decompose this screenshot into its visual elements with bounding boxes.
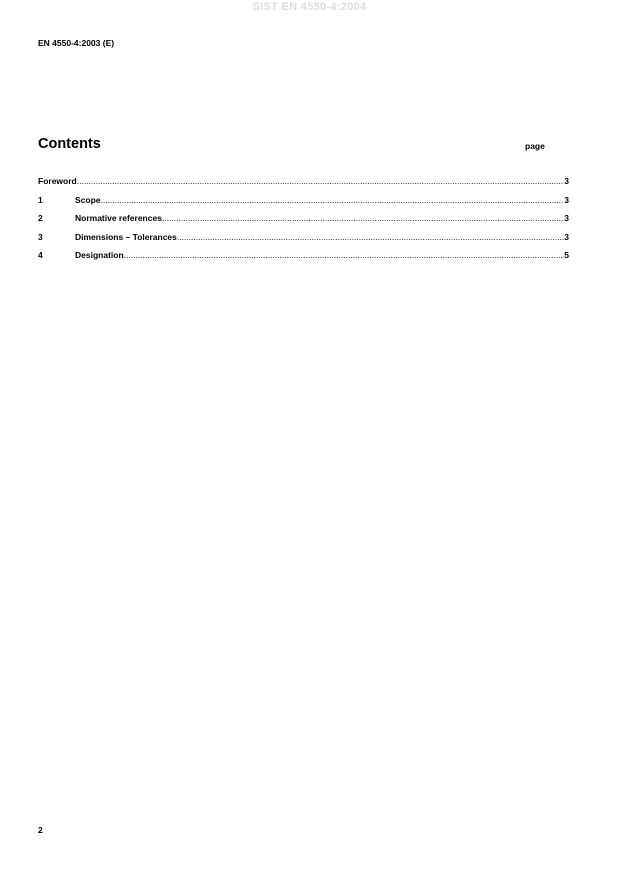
toc-entry-designation[interactable] (38, 250, 569, 269)
toc-entry-number: 4 (38, 250, 43, 260)
toc-entry-page: 3 (564, 194, 569, 205)
toc-entry-page: 3 (564, 231, 569, 242)
toc-entry-number: 3 (38, 231, 43, 242)
toc-entry-title: Foreword (38, 176, 77, 186)
toc-entry-page: 3 (564, 176, 569, 186)
toc-leader-dots (101, 195, 565, 205)
toc-entry-dimensions-tolerances[interactable] (38, 232, 569, 251)
page-column-label: page (525, 141, 545, 151)
toc-entry-title: Designation (75, 250, 124, 260)
watermark: SIST EN 4550-4:2004 (252, 1, 367, 13)
toc-entry-page: 3 (564, 213, 569, 223)
toc-leader-dots (177, 232, 564, 242)
toc-leader-dots (124, 250, 565, 260)
toc-entry-title: Normative references (75, 213, 162, 223)
toc-leader-dots (77, 176, 565, 186)
toc-entry-number: 1 (38, 194, 43, 205)
document-identifier: EN 4550-4:2003 (E) (38, 38, 115, 48)
toc-leader-dots (162, 213, 564, 223)
toc-entry-page: 5 (564, 250, 569, 260)
toc-entry-title: Scope (75, 194, 101, 205)
table-of-contents (38, 176, 569, 269)
contents-heading: Contents (38, 136, 101, 152)
page-number: 2 (38, 825, 43, 835)
toc-entry-scope[interactable] (38, 195, 569, 214)
toc-entry-number: 2 (38, 213, 43, 223)
toc-entry-normative-references[interactable] (38, 213, 569, 232)
toc-entry-foreword[interactable] (38, 176, 569, 195)
toc-entry-title: Dimensions – Tolerances (75, 231, 177, 242)
